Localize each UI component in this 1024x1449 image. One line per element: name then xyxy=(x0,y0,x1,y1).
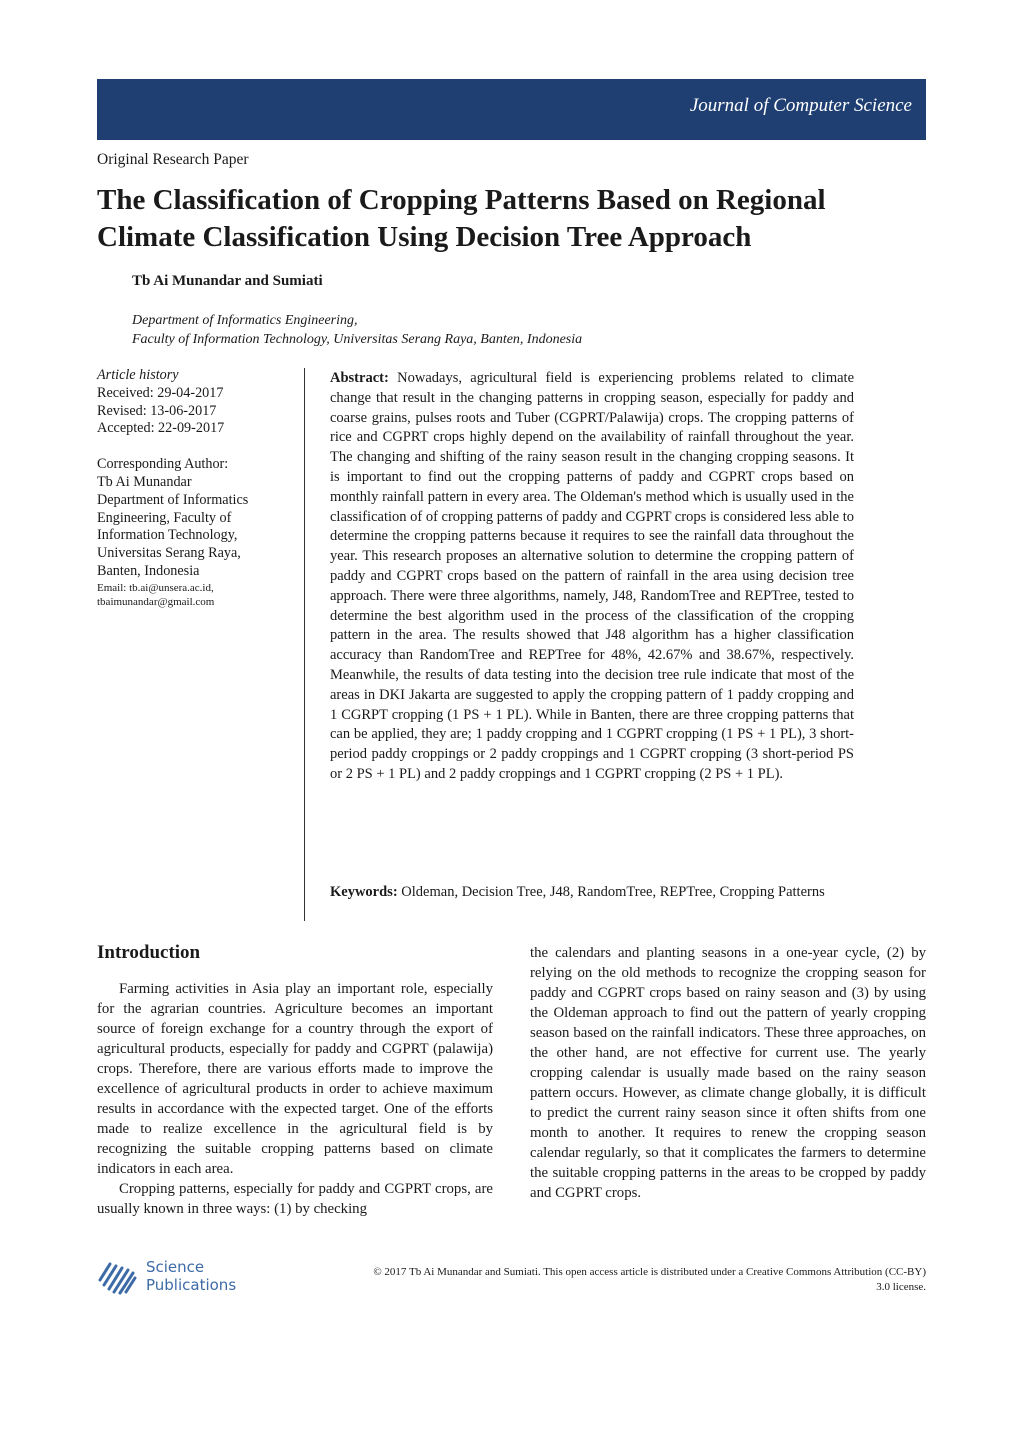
keywords-label: Keywords: xyxy=(330,884,398,900)
email-line: Email: tb.ai@unsera.ac.id, xyxy=(97,581,214,594)
article-type: Original Research Paper xyxy=(97,151,249,168)
publisher-name xyxy=(146,1258,236,1294)
email-line: tbaimunandar@gmail.com xyxy=(97,595,215,608)
intro-paragraph-2: Cropping patterns, especially for paddy and CGPRT crops, are usually known in three ways: (1) by checking xyxy=(97,1181,493,1217)
copyright-notice xyxy=(306,1265,926,1295)
intro-paragraph-1: Farming activities in Asia play an important role, especially for the agrarian countries. Agriculture becomes an important source of foreign exchange for a country through the export of agricultural products, especially for paddy and CGPRT (palawija) crops. Therefore, there are various efforts made to improve the excellence of agricultural products in order to achieve maximum results in accordance with the expected target. One of the efforts made to realize excellence in the agricultural field is by recognizing the suitable cropping patterns based on climate indicators in each area. xyxy=(97,981,493,1177)
science-publications-logo-icon xyxy=(98,1260,138,1296)
abstract-label: Abstract: xyxy=(330,370,389,386)
journal-banner xyxy=(97,79,926,140)
authors: Tb Ai Munandar and Sumiati xyxy=(132,273,323,289)
title-line-2: Climate Classification Using Decision Tree Approach xyxy=(97,221,752,253)
article-info-sidebar xyxy=(97,367,282,609)
abstract-text: Nowadays, agricultural field is experiencing problems related to climate change that result in the changing patterns in cropping season, especially for paddy and coarse grains, pulses roots and Tuber (CGPRT/Palawija) crops. The cropping patterns of rice and CGPRT crops highly depend on the availability of rainfall throughout the year. The changing and shifting of the rainy season result in the changing cropping seasons. It is important to find out the cropping patterns of paddy and CGPRT crops based on monthly rainfall pattern in every area. The Oldeman's method which is usually used in the classification of of cropping patterns of paddy and CGPRT crops is considered less able to determine the cropping patterns because it requires to see the rainfall data throughout the year. This research proposes an alternative solution to determine the cropping pattern of paddy and CGPRT crops based on the pattern of rainfall in the area using decision tree approach. There were three algorithms, namely, J48, RandomTree and REPTree, tested to determine the best algorithm used in the process of the classification of the cropping pattern in the area. The results showed that J48 algorithm has a higher classification accuracy than RandomTree and REPTree for 48%, 42.67% and 38.67%, respectively. Meanwhile, the results of data testing into the decision tree rule indicate that most of the areas in DKI Jakarta are suggested to apply the cropping pattern of 1 paddy cropping and 1 CGRPT cropping (1 PS + 1 PL). While in Banten, there are three cropping patterns that can be applied, they are; 1 paddy cropping and 1 CGPRT cropping (1 PS + 1 PL), 3 short-period paddy croppings or 2 paddy croppings and 1 CGPRT cropping (3 short-period PS or 2 PS + 1 PL) and 2 paddy croppings and 1 CGPRT cropping (2 PS + 1 PL). xyxy=(330,370,854,782)
received-date: Received: 29-04-2017 xyxy=(97,384,224,401)
history-label: Article history xyxy=(97,367,179,383)
corresponding-label: Corresponding Author: xyxy=(97,456,229,473)
section-heading-introduction: Introduction xyxy=(97,942,201,963)
title-line-1: The Classification of Cropping Patterns Based on Regional xyxy=(97,184,826,216)
copyright-line-2: 3.0 license. xyxy=(876,1281,926,1293)
address-line: Department of Informatics xyxy=(97,491,249,508)
publisher-name-line1: Science xyxy=(146,1258,205,1276)
address-line: Engineering, Faculty of xyxy=(97,509,232,526)
publisher-name-line2: Publications xyxy=(146,1276,237,1294)
abstract xyxy=(330,369,854,785)
copyright-line-1: © 2017 Tb Ai Munandar and Sumiati. This open access article is distributed under a Creative Commons Attribution (CC-BY) xyxy=(373,1266,926,1278)
journal-name: Journal of Computer Science xyxy=(689,95,912,116)
sidebar-divider xyxy=(304,368,305,921)
paper-title xyxy=(97,182,937,256)
affiliation-faculty: Faculty of Information Technology, Universitas Serang Raya, Banten, Indonesia xyxy=(132,331,583,347)
affiliation xyxy=(132,312,582,349)
keywords-text: Oldeman, Decision Tree, J48, RandomTree, REPTree, Cropping Patterns xyxy=(397,884,825,900)
article-history xyxy=(97,367,282,438)
affiliation-department: Department of Informatics Engineering, xyxy=(132,313,358,328)
accepted-date: Accepted: 22-09-2017 xyxy=(97,420,225,437)
body-column-right: the calendars and planting seasons in a one-year cycle, (2) by relying on the old methods to recognize the cropping season for paddy and CGPRT crops based on rainy season and (3) by using the Oldeman approach to find out the pattern of yearly cropping season based on the rainfall indicators. These three approaches, on the other hand, are not effective for current use. The yearly cropping calendar is usually made based on the rainy season pattern occurs. However, as climate change globally, it is difficult to predict the current rainy season since it often shifts from one month to another. It requires to renew the cropping season calendar regularly, so that it complicates the farmers to determine the suitable cropping patterns in the areas to be cropped by paddy and CGPRT crops. xyxy=(530,945,926,1201)
body-column-left xyxy=(97,979,493,1219)
address-line: Information Technology, xyxy=(97,527,238,544)
address-line: Universitas Serang Raya, xyxy=(97,545,241,562)
corresponding-author xyxy=(97,456,282,609)
corresponding-name: Tb Ai Munandar xyxy=(97,473,192,490)
keywords xyxy=(330,883,854,903)
publisher-logo xyxy=(98,1258,248,1298)
address-line: Banten, Indonesia xyxy=(97,562,200,579)
revised-date: Revised: 13-06-2017 xyxy=(97,402,217,419)
